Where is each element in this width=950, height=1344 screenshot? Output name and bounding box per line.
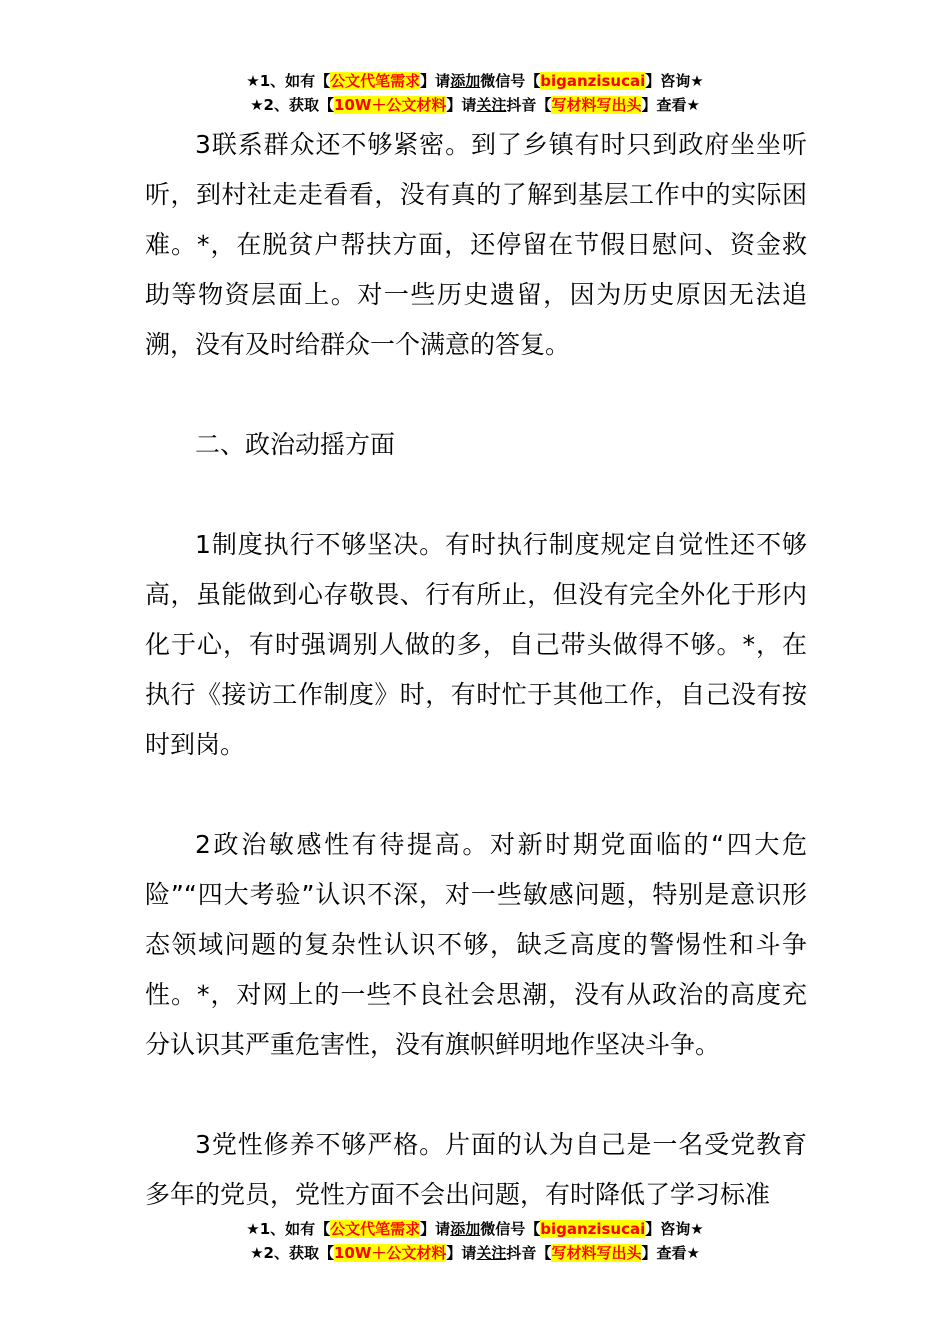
banner-text: ★2、获取【 [250,96,334,114]
highlight-douyin: 写材料写出头 [551,1244,642,1262]
paragraph-gap [145,370,807,420]
banner-text: ★1、如有【 [246,72,331,90]
highlight-materials: 10W＋公文材料 [333,96,447,114]
banner-line-2 [0,1241,950,1265]
banner-text: 抖音【 [506,1244,552,1262]
bottom-banner [0,1217,950,1265]
paragraph-party-cultivation: 3党性修养不够严格。片面的认为自己是一名受党教育多年的党员，党性方面不会出问题，有时降低了学习标准 [145,1130,807,1209]
paragraph-political-sensitivity: 2政治敏感性有待提高。对新时期党面临的“四大危险”“四大考验”认识不深，对一些敏感问题，特别是意识形态领域问题的复杂性认识不够，缺乏高度的警惕性和斗争性。*，对网上的一些不良社会思潮，没有从政治的高度充分认识其严重危害性，没有旗帜鲜明地作坚决斗争。 [145,830,807,1059]
highlight-wechat-id: biganzisucai [540,1220,646,1238]
banner-text: 】请 [446,1244,477,1262]
banner-underline: 添加 [450,1220,481,1238]
banner-underline: 添加 [450,72,481,90]
section-heading: 二、政治动摇方面 [195,430,396,459]
paragraph-contact-masses: 3联系群众还不够紧密。到了乡镇有时只到政府坐坐听听，到村社走走看看，没有真的了解到基层工作中的实际困难。*，在脱贫户帮扶方面，还停留在节假日慰问、资金救助等物资层面上。对一些历史遗留，因为历史原因无法追溯，没有及时给群众一个满意的答复。 [145,130,807,359]
banner-text: ★2、获取【 [250,1244,334,1262]
paragraph-gap [145,1070,807,1120]
paragraph-system-execution: 1制度执行不够坚决。有时执行制度规定自觉性还不够高，虽能做到心存敬畏、行有所止，但没有完全外化于形内化于心，有时强调别人做的多，自己带头做得不够。*，在执行《接访工作制度》时，有时忙于其他工作，自己没有按时到岗。 [145,530,807,759]
banner-line-1 [0,1217,950,1241]
document-body [145,120,807,1220]
banner-text: 】请 [420,72,451,90]
highlight-douyin: 写材料写出头 [551,96,642,114]
paragraph-gap [145,470,807,520]
banner-text: 】咨询★ [645,1220,704,1238]
banner-underline: 关注 [476,1244,507,1262]
top-banner [0,69,950,117]
banner-line-2 [0,93,950,117]
highlight-materials: 10W＋公文材料 [333,1244,447,1262]
highlight-wechat-id: biganzisucai [540,72,646,90]
banner-text: 】请 [446,96,477,114]
highlight-service: 公文代笔需求 [330,72,421,90]
banner-line-1 [0,69,950,93]
banner-text: 】查看★ [641,96,700,114]
banner-text: 抖音【 [506,96,552,114]
paragraph-gap [145,770,807,820]
banner-text: 】请 [420,1220,451,1238]
banner-text: 】咨询★ [645,72,704,90]
banner-text: 微信号【 [480,72,541,90]
banner-text: 微信号【 [480,1220,541,1238]
banner-text: ★1、如有【 [246,1220,331,1238]
banner-underline: 关注 [476,96,507,114]
highlight-service: 公文代笔需求 [330,1220,421,1238]
banner-text: 】查看★ [641,1244,700,1262]
